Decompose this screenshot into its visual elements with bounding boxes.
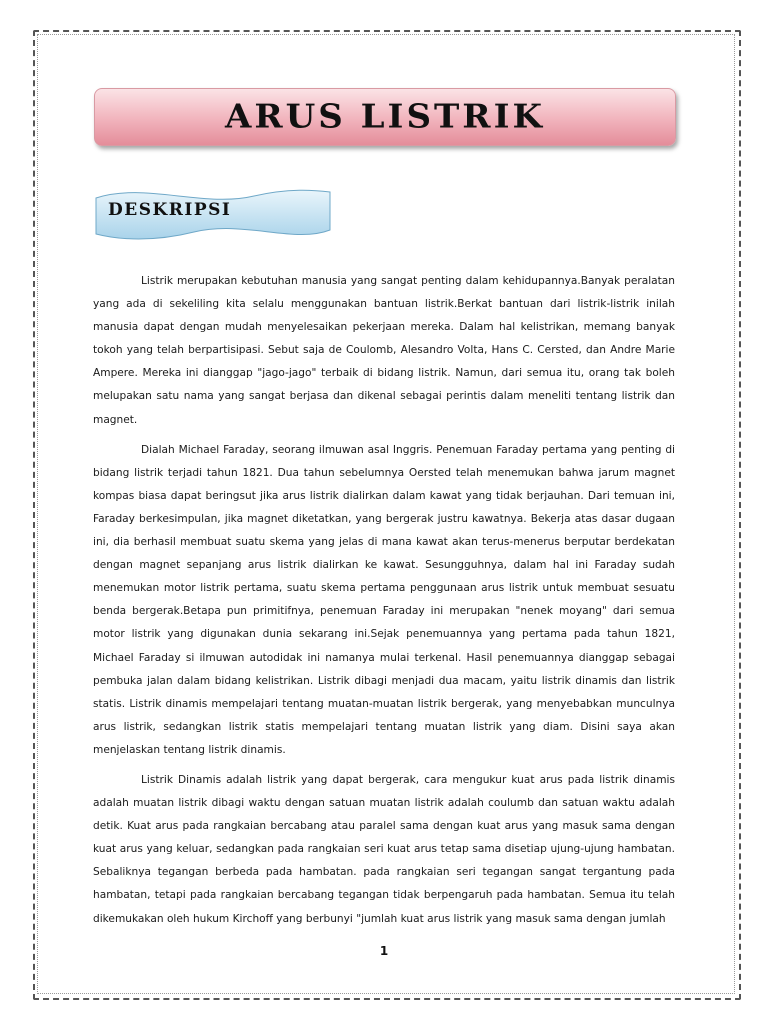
paragraph: Dialah Michael Faraday, seorang ilmuwan asal Inggris. Penemuan Faraday pertama yang penting di bidang listrik terjadi tahun 1821. Dua tahun sebelumnya Oersted telah menemukan bahwa jarum magnet kompas biasa dapat beringsut jika arus listrik dialirkan dalam kawat yang tidak berjauhan. Dari temuan ini, Faraday berkesimpulan, jika magnet diketatkan, yang bergerak justru kawatnya. Bekerja atas dasar dugaan ini, dia berhasil membuat suatu skema yang jelas di mana kawat akan terus-menerus berputar berdekatan dengan magnet sepanjang arus listrik dialirkan ke kawat. Sesungguhnya, dalam hal ini Faraday sudah menemukan motor listrik pertama, suatu skema pertama penggunaan arus listrik untuk membuat sesuatu benda bergerak.Betapa pun primitifnya, penemuan Faraday ini merupakan "nenek moyang" dari semua motor listrik yang digunakan dunia sekarang ini.Sejak penemuannya yang pertama pada tahun 1821, Michael Faraday si ilmuwan autodidak ini namanya mulai terkenal. Hasil penemuannya dianggap sebagai pembuka jalan dalam bidang kelistrikan. Listrik dibagi menjadi dua macam, yaitu listrik dinamis dan listrik statis. Listrik dinamis mempelajari tentang muatan-muatan listrik bergerak, yang menyebabkan munculnya arus listrik, sedangkan listrik statis mempelajari tentang muatan listrik yang diam. Disini saya akan menjelaskan tentang listrik dinamis. [93,443,675,756]
section-heading-banner [94,186,332,244]
title-banner [94,88,676,146]
page-title: ARUS LISTRIK [224,98,546,136]
section-heading: DESKRIPSI [108,200,232,220]
paragraph: Listrik merupakan kebutuhan manusia yang sangat penting dalam kehidupannya.Banyak peralatan yang ada di sekeliling kita selalu menggunakan bantuan listrik.Berkat bantuan dari listrik-listrik inilah manusia dapat dengan mudah menyelesaikan pekerjaan mereka. Dalam hal kelistrikan, memang banyak tokoh yang telah berpartisipasi. Sebut saja de Coulomb, Alesandro Volta, Hans C. Cersted, dan Andre Marie Ampere. Mereka ini dianggap "jago-jago" terbaik di bidang listrik. Namun, dari semua itu, orang tak boleh melupakan satu nama yang sangat berjasa dan dikenal sebagai perintis dalam meneliti tentang listrik dan magnet. [93,275,675,426]
paragraph: Listrik Dinamis adalah listrik yang dapat bergerak, cara mengukur kuat arus pada listrik dinamis adalah muatan listrik dibagi waktu dengan satuan muatan listrik adalah coulumb dan satuan waktu adalah detik. Kuat arus pada rangkaian bercabang atau paralel sama dengan kuat arus yang masuk sama dengan kuat arus yang keluar, sedangkan pada rangkaian seri kuat arus tetap sama disetiap ujung-ujung hambatan. Sebaliknya tegangan berbeda pada hambatan. pada rangkaian seri tegangan sangat tergantung pada hambatan, tetapi pada rangkaian bercabang tegangan tidak berpengaruh pada hambatan. Semua itu telah dikemukakan oleh hukum Kirchoff yang berbunyi "jumlah kuat arus listrik yang masuk sama dengan jumlah [93,773,675,925]
page-number: 1 [379,944,389,958]
body-text [93,270,675,938]
